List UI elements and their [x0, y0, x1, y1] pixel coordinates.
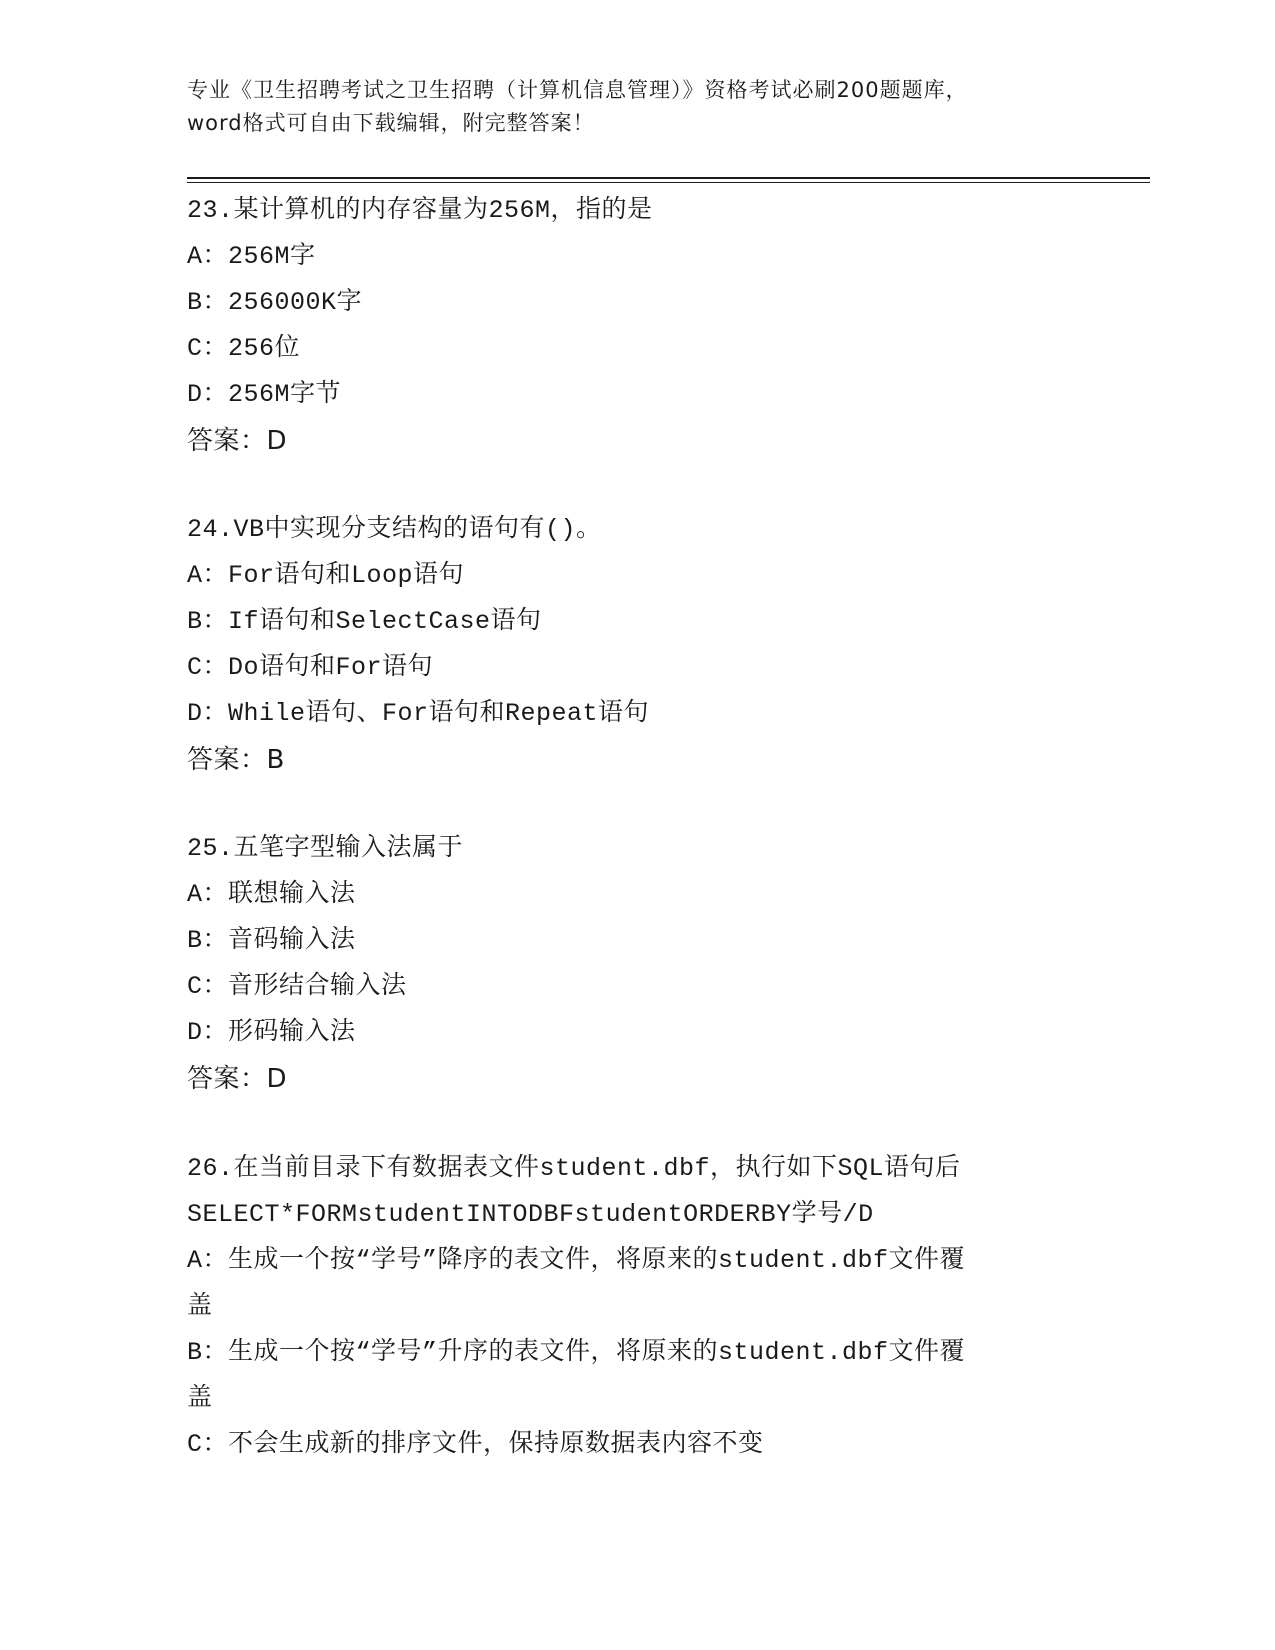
header-divider-thick	[187, 177, 1150, 179]
option-c: C：不会生成新的排序文件，保持原数据表内容不变	[187, 1430, 764, 1459]
header-line-1: 专业《卫生招聘考试之卫生招聘（计算机信息管理）》资格考试必刷200题题库，	[187, 78, 968, 102]
option-b: B：256000K字	[187, 288, 363, 317]
option-c: C：Do语句和For语句	[187, 653, 434, 682]
question-23	[187, 188, 1087, 464]
option-c: C：256位	[187, 334, 301, 363]
question-stem: 25.五笔字型输入法属于	[187, 834, 464, 863]
option-a-continued: 盖	[187, 1292, 213, 1321]
question-stem-sql: SELECT*FORMstudentINTODBFstudentORDERBY学号/D	[187, 1200, 874, 1229]
document-header	[187, 74, 1087, 140]
option-a: A：256M字	[187, 242, 316, 271]
option-b: B：音码输入法	[187, 926, 356, 955]
answer-line: 答案：D	[187, 1064, 288, 1094]
question-stem: 26.在当前目录下有数据表文件student.dbf，执行如下SQL语句后	[187, 1154, 961, 1183]
answer-line: 答案：B	[187, 745, 285, 775]
question-stem: 23.某计算机的内存容量为256M，指的是	[187, 196, 653, 225]
question-stem: 24.VB中实现分支结构的语句有()。	[187, 515, 602, 544]
answer-line: 答案：D	[187, 426, 288, 456]
question-24	[187, 507, 1087, 783]
question-25	[187, 826, 1087, 1102]
option-a: A：生成一个按“学号”降序的表文件，将原来的student.dbf文件覆	[187, 1246, 966, 1275]
question-26	[187, 1146, 1087, 1468]
header-divider-thin	[187, 182, 1150, 183]
option-b: B：If语句和SelectCase语句	[187, 607, 542, 636]
option-d: D：While语句、For语句和Repeat语句	[187, 699, 650, 728]
option-d: D：256M字节	[187, 380, 342, 409]
option-a: A：联想输入法	[187, 880, 356, 909]
option-a: A：For语句和Loop语句	[187, 561, 465, 590]
option-d: D：形码输入法	[187, 1018, 356, 1047]
option-b: B：生成一个按“学号”升序的表文件，将原来的student.dbf文件覆	[187, 1338, 966, 1367]
option-c: C：音形结合输入法	[187, 972, 407, 1001]
header-line-2: word格式可自由下载编辑，附完整答案！	[187, 111, 595, 135]
option-b-continued: 盖	[187, 1384, 213, 1413]
